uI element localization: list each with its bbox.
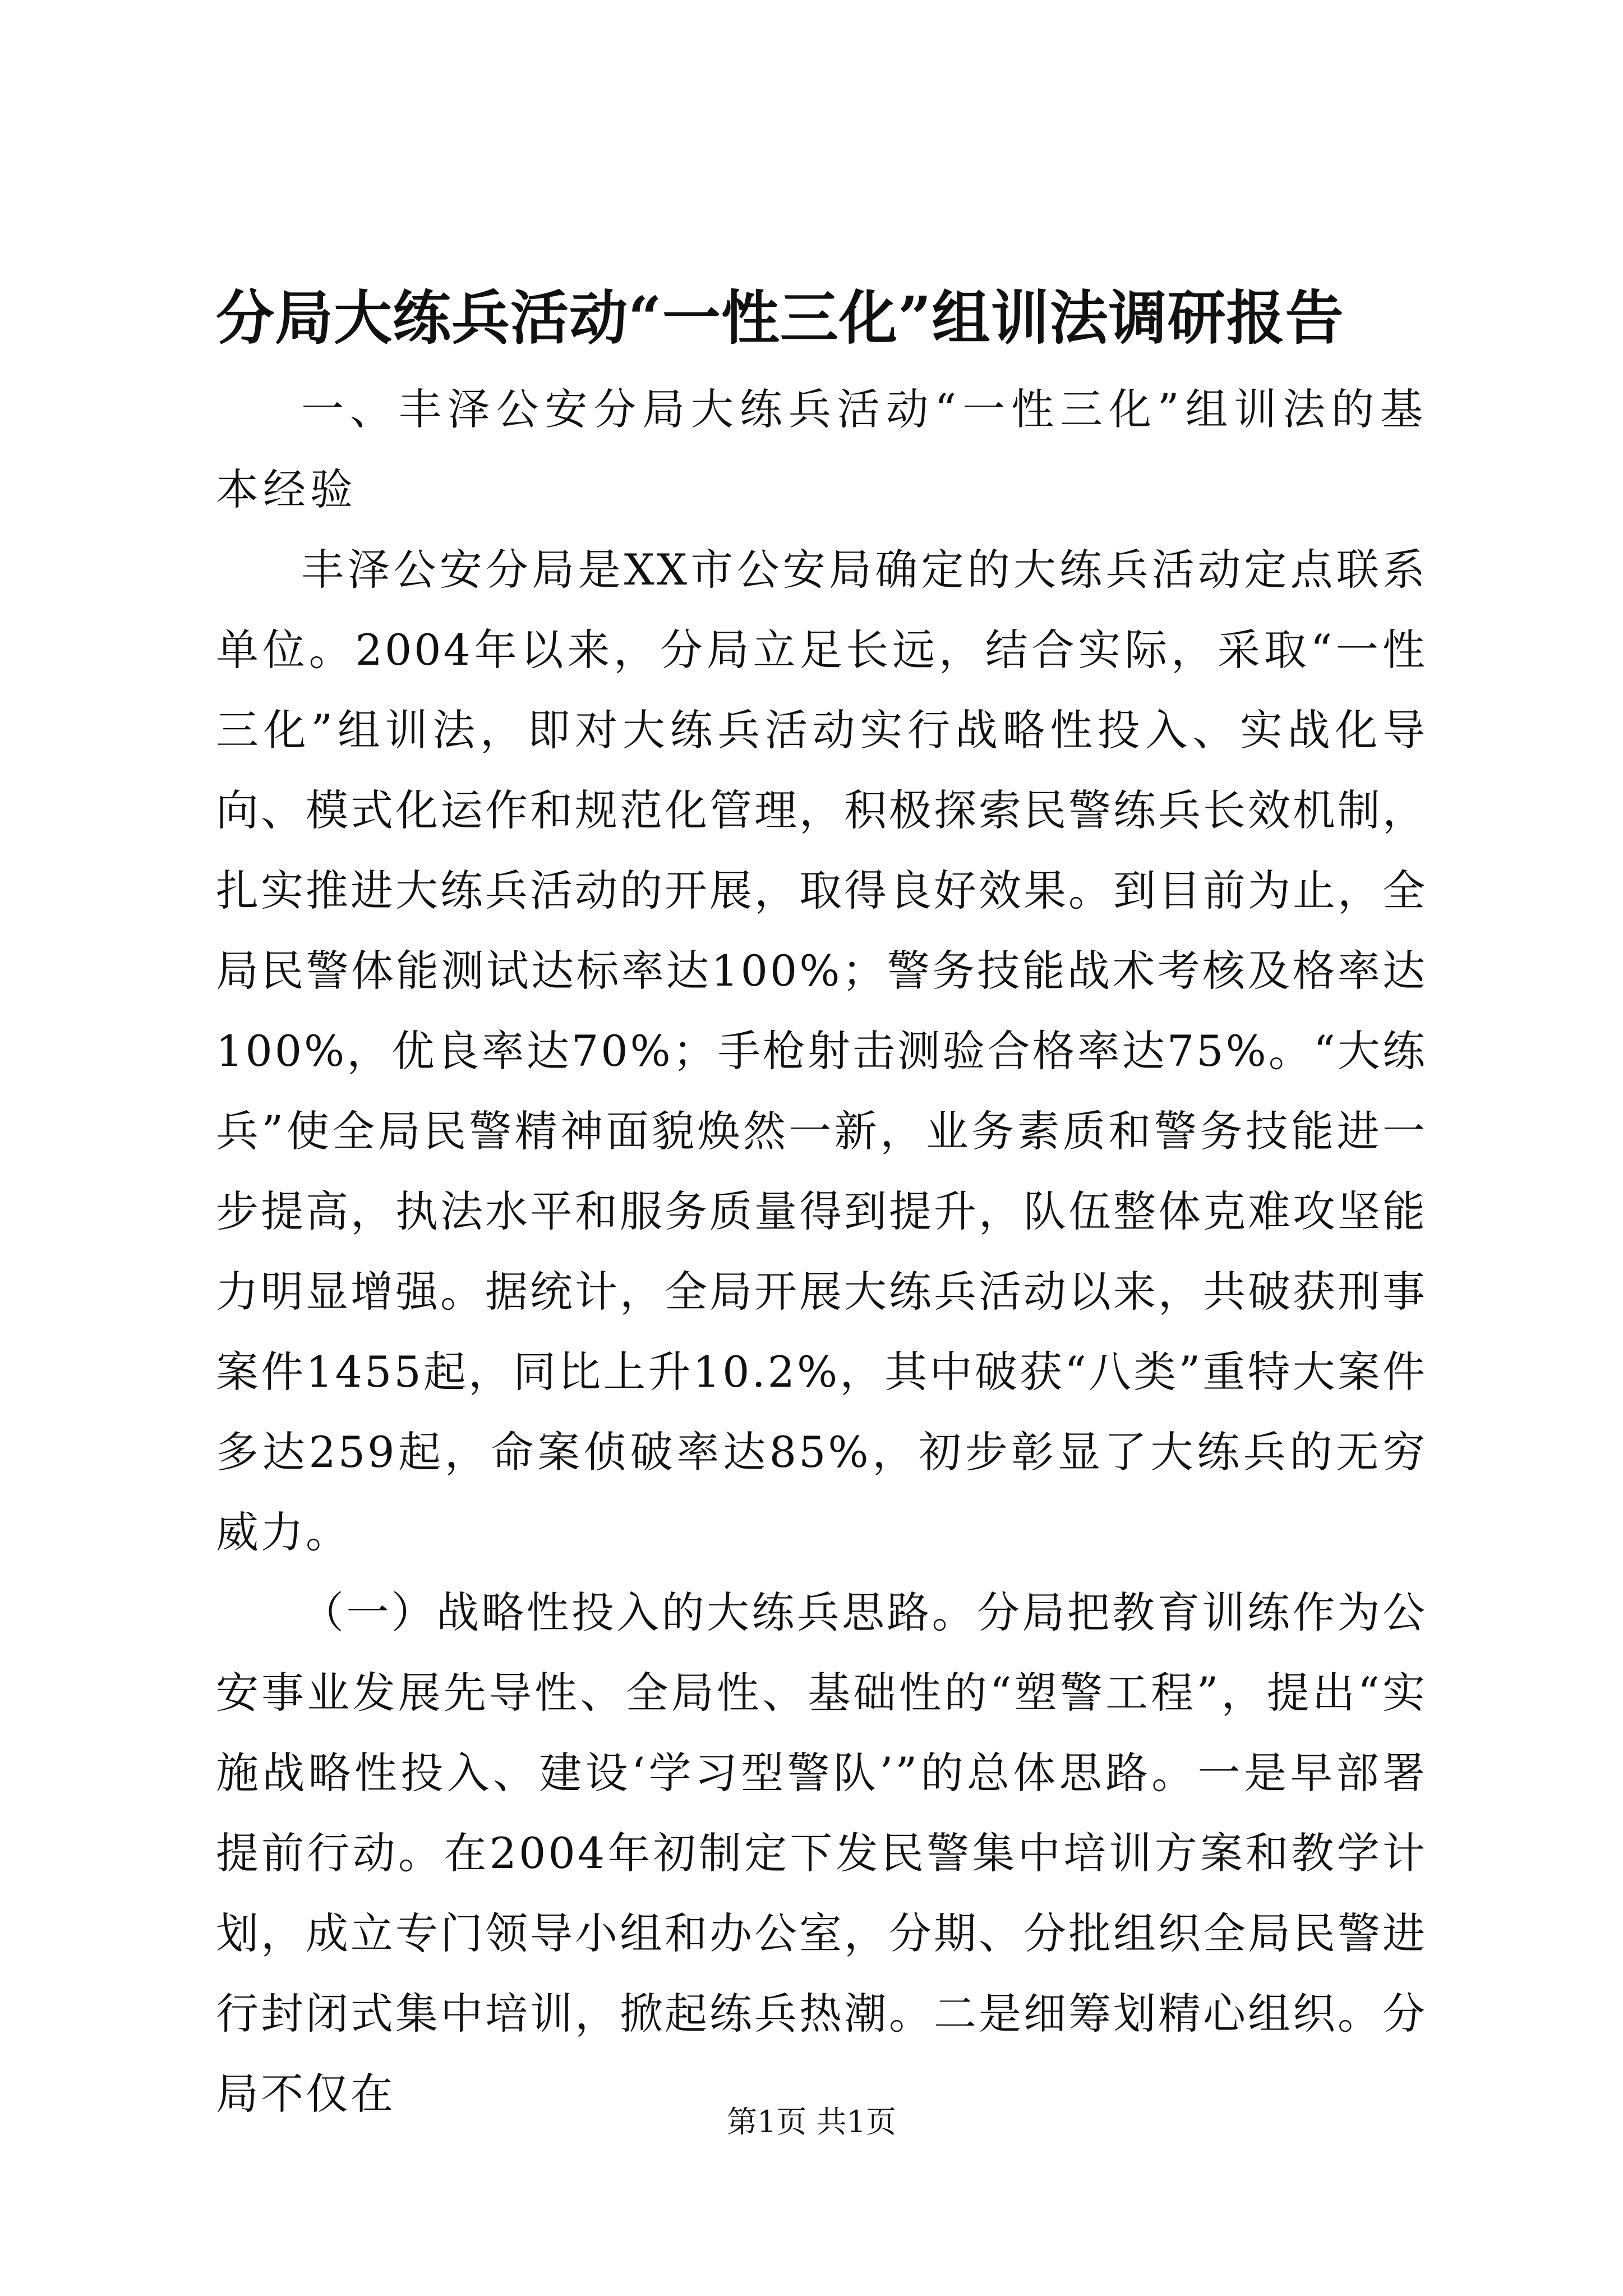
body-paragraph: 丰泽公安分局是XX市公安局确定的大练兵活动定点联系单位。2004年以来，分局立足长远，结合实际，采取“一性三化”组训法，即对大练兵活动实行战略性投入、实战化导向、模式化运作和规范化管理，积极探索民警练兵长效机制，扎实推进大练兵活动的开展，取得良好效果。到目前为止，全局民警体能测试达标率达100%；警务技能战术考核及格率达100%，优良率达70%；手枪射击测验合格率达75%。“大练兵”使全局民警精神面貌焕然一新，业务素质和警务技能进一步提高，执法水平和服务质量得到提升，队伍整体克难攻坚能力明显增强。据统计，全局开展大练兵活动以来，共破获刑事案件1455起，同比上升10.2%，其中破获“八类”重特大案件多达259起，命案侦破率达85%，初步彰显了大练兵的无穷威力。 — [216, 545, 1427, 1557]
section-heading: 一、丰泽公安分局大练兵活动“一性三化”组训法的基本经验 — [216, 384, 1427, 514]
page-footer: 第1页 共1页 — [727, 2104, 896, 2139]
body-paragraph: （一）战略性投入的大练兵思路。分局把教育训练作为公安事业发展先导性、全局性、基础性的“塑警工程”，提出“实施战略性投入、建设‘学习型警队’”的总体思路。一是早部署提前行动。在2004年初制定下发民警集中培训方案和教学计划，成立专门领导小组和办公室，分期、分批组织全局民警进行封闭式集中培训，掀起练兵热潮。二是细筹划精心组织。分局不仅在 — [216, 1588, 1427, 2119]
document-title: 分局大练兵活动“一性三化”组训法调研报告 — [216, 283, 1344, 352]
document-body — [216, 369, 1427, 2134]
